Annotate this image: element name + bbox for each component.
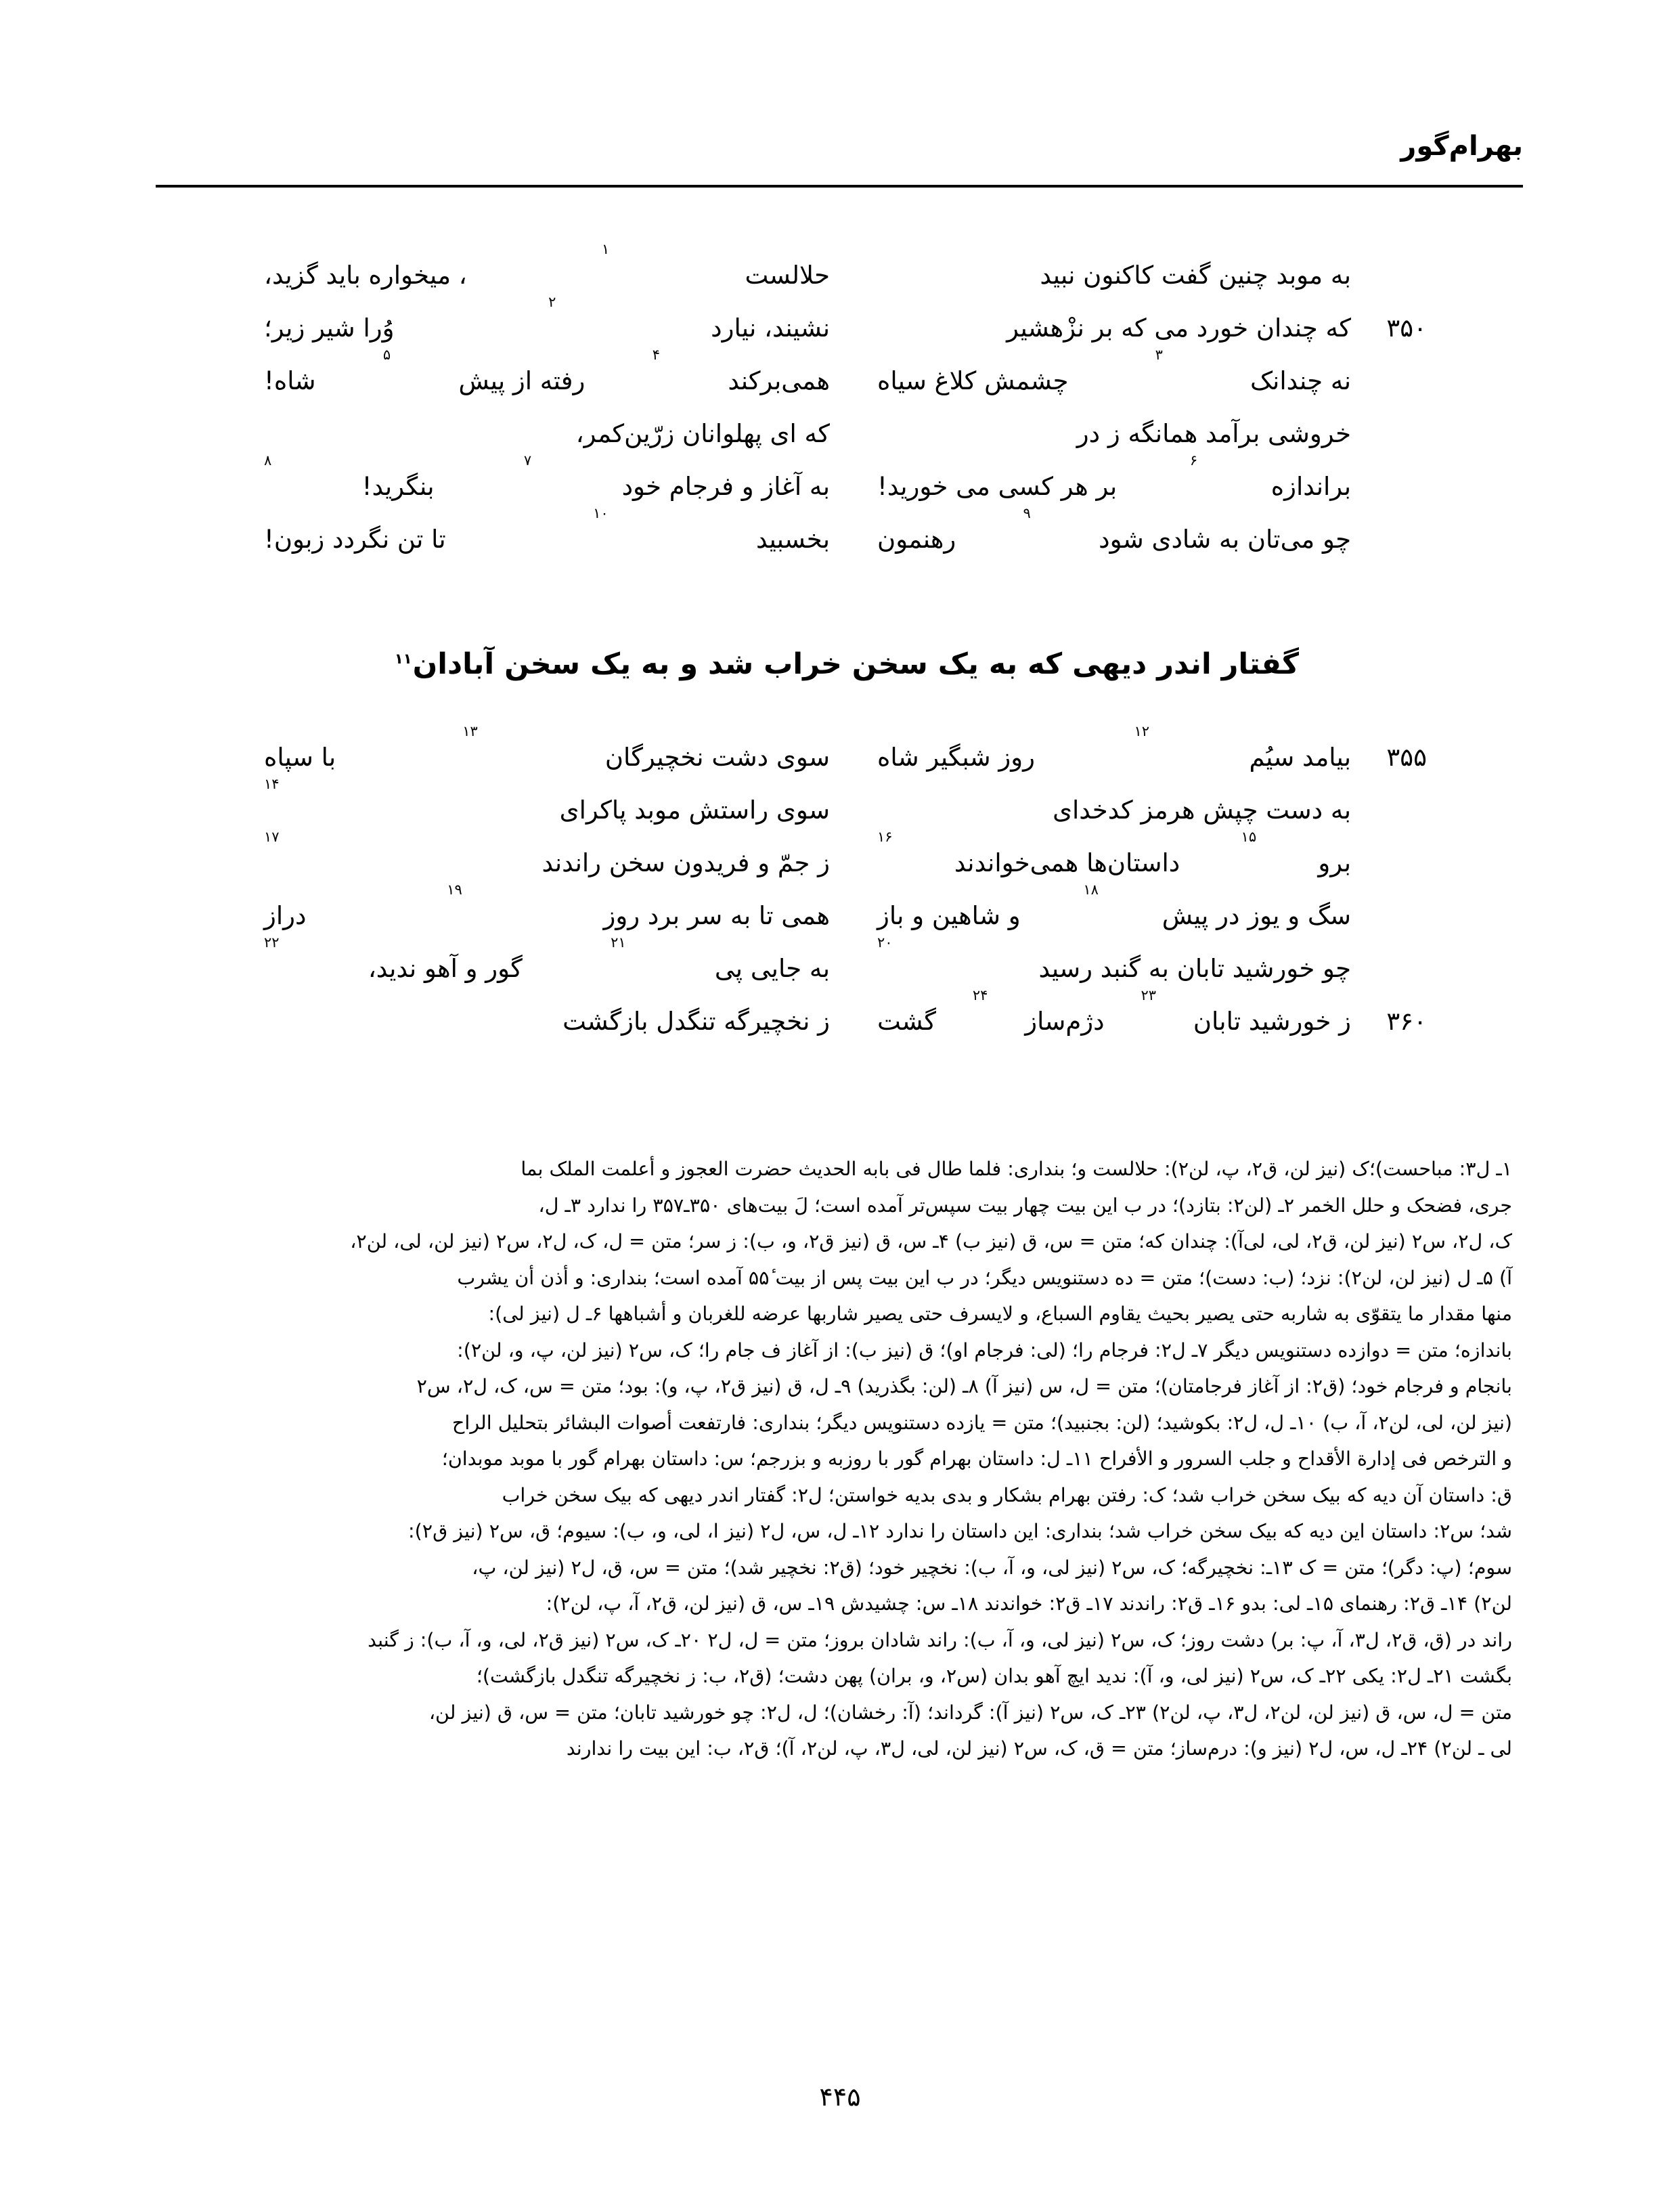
hemistich-left (264, 408, 850, 460)
hemistich-text: برو (1318, 848, 1351, 877)
apparatus-line: ۱ـ ل‏۳: مباحست)؛ک (نیز لن، ق‏۲، پ، لن‏۲): حلالست و؛ بنداری: فلما طال فی بابه الحدیث حضرت العجوز و أعلمت الملک بما (521, 1158, 1512, 1180)
apparatus-line: باندازه؛ متن = دوازده دستنویس دیگر ۷ـ ل‏۲: فرجام را؛ (لی: فرجام او)؛ ق (نیز ب): از آغاز ف جام را؛ ک، س‏۲ (نیز لن، پ، و، لن‏۲): (457, 1338, 1512, 1362)
hemistich-text-tail: روز شبگیر شاه (877, 743, 1035, 772)
verse-row (264, 505, 1430, 566)
verse-row (264, 408, 1430, 460)
hemistich-text: سوی راستش موبد پاکرای (559, 796, 830, 825)
apparatus-line: (نیز لن، لی، لن‏۲، آ، ب) ۱۰ـ ل، ل‏۲: بکوشید؛ (لن: بجنبید)؛ متن = یازده دستنویس دیگر؛ بنداری: فارتفعت أصوات البشائر بتحلیل الراح (452, 1411, 1512, 1434)
hemistich-left (264, 241, 850, 302)
footnote-marker: ۱۸ (1083, 881, 1099, 898)
footnote-marker: ۱۶ (877, 829, 893, 845)
hemistich-text: بخسبید (756, 525, 830, 554)
hemistich-text-tail2: شاه! (264, 366, 316, 395)
footnote-marker: ۲۲ (264, 934, 280, 951)
hemistich-text: سگ و یوز در پیش (1162, 901, 1351, 930)
hemistich-text: نه چندانک (1250, 366, 1351, 395)
hemistich-right (850, 452, 1351, 513)
verse-row (264, 294, 1430, 355)
hemistich-text-tail: بنگرید! (361, 472, 435, 501)
hemistich-text: به آغاز و فرجام خود (621, 472, 830, 501)
footnote-marker: ۱۰ (593, 505, 609, 521)
hemistich-text: براندازه (1270, 472, 1351, 501)
hemistich-text: که چندان خورد می که بر نزْهشیر (1007, 313, 1351, 343)
hemistich-text-tail: دراز (264, 901, 307, 930)
hemistich-right (850, 723, 1351, 784)
hemistich-text: که ای پهلوانان زرّین‌کمر، (575, 419, 830, 448)
hemistich-left (264, 776, 850, 837)
hemistich-right (850, 249, 1351, 302)
footnote-marker: ۱۵ (1241, 829, 1257, 845)
hemistich-left (264, 723, 850, 784)
hemistich-text: ز جمّ و فریدون سخن راندند (541, 848, 830, 877)
verse-row (264, 829, 1430, 890)
verse-row (264, 452, 1430, 513)
footnote-marker: ۸ (264, 452, 272, 469)
apparatus-line: شد؛ س‏۲: داستان این دیه که بیک سخن خراب شد؛ بنداری: این داستان را ندارد ۱۲ـ ل، س، ل‏۲ (نیز ا، لی، و، ب): سیوم؛ ق، س‏۲ (نیز ق‏۲): (408, 1520, 1512, 1542)
footnote-marker: ۷ (523, 452, 532, 469)
footnote-marker: ۱۱ (394, 650, 412, 667)
hemistich-text-tail: تا تن نگردد زبون! (264, 525, 446, 554)
hemistich-left (264, 829, 850, 890)
hemistich-text: به جایی پی (714, 954, 830, 983)
hemistich-left (264, 505, 850, 566)
verse-row (264, 723, 1430, 784)
apparatus-line: لی ـ لن‏۲) ۲۴ـ ل، س، ل‏۲ (نیز و): درم‌ساز؛ متن = ق، ک، س‏۲ (نیز لن، لی، ل‏۳، پ، لن‏۲، آ)؛ ق‏۲، ب: این بیت را ندارند (566, 1737, 1512, 1760)
hemistich-text-tail: رهنمون (877, 525, 956, 554)
section-heading (264, 647, 1430, 683)
apparatus-line: جری، فضحک و حلل الخمر ۲ـ (لن‏۲: بتازد)؛ در ب این بیت چهار بیت سپس‌تر آمده است؛ لَ بیت‌های ۳۵۰ـ۳۵۷ را ندارد ۳ـ ل، (538, 1194, 1512, 1217)
hemistich-right (850, 347, 1351, 408)
hemistich-left (264, 881, 850, 942)
hemistich-right (850, 784, 1351, 837)
hemistich-text: ز نخچیرگه تنگدل بازگشت (562, 1007, 830, 1036)
hemistich-left (264, 995, 850, 1048)
running-header-title: بهرام‌گور (1400, 131, 1523, 162)
footnote-marker: ۱۳ (462, 723, 478, 739)
hemistich-text-tail2: گشت (877, 1007, 936, 1036)
verse-number: ۳۶۰ (1386, 1007, 1427, 1036)
header-divider-rule (156, 185, 1523, 188)
hemistich-right (850, 302, 1351, 355)
hemistich-right (850, 934, 1351, 995)
footnote-marker: ۹ (1023, 505, 1031, 521)
hemistich-text-tail: بر هر کسی می خورید! (877, 472, 1118, 501)
verse-row (264, 881, 1430, 942)
footnote-marker: ۱ (601, 241, 610, 257)
hemistich-text-tail: چشمش کلاغ سیاه (877, 366, 1069, 395)
apparatus-line: راند در (ق، ق‏۲، ل‏۳، آ، پ: بر) دشت روز؛ ک، س‏۲ (نیز لی، و، آ، ب): راند شادان بروز؛ متن = ل، ل‏۲ ۲۰ـ ک، س‏۲ (نیز ق‏۲، لی، و، آ، ب): ز گنبد (368, 1628, 1512, 1651)
hemistich-right (850, 408, 1351, 460)
hemistich-right (850, 987, 1351, 1048)
verse-block-lower (264, 723, 1430, 1048)
hemistich-right (850, 829, 1351, 890)
hemistich-text-tail: وُرا شیر زیر؛ (264, 313, 395, 343)
apparatus-line: متن = ل، س، ق (نیز لن، لن‏۲، ل‏۳، پ، لن‏۲) ۲۳ـ ک، س‏۲ (نیز آ): گرداند؛ (آ: رخشان)؛ ل، ل‏۲: چو خورشید تابان؛ متن = س، ق (نیز لن، (428, 1701, 1512, 1724)
verse-row (264, 347, 1430, 408)
hemistich-text: سوی دشت نخچیرگان (604, 743, 830, 772)
apparatus-line: و الترخص فی إدارة الأقداح و جلب السرور و الأفراح ۱۱ـ ل: داستان بهرام گور با روزبه و بزرجم؛ س: داستان بهرام گور با موبد موبدان؛ (441, 1447, 1512, 1470)
hemistich-text-tail: گور و آهو ندید، (368, 954, 523, 983)
hemistich-text-tail: با سپاه (264, 743, 336, 772)
apparatus-line: بانجام و فرجام خود؛ (ق‏۲: از آغاز فرجامتان)؛ متن = ل، س (نیز آ) ۸ـ (لن: بگذرید) ۹ـ ل، ق (نیز ق‏۲، پ، و): بود؛ متن = س، ک، ل‏۲، س‏۲ (416, 1375, 1512, 1397)
hemistich-text: به موبد چنین گفت کاکنون نبید (1040, 261, 1351, 290)
hemistich-text-tail: ، میخواره باید گزید، (264, 261, 467, 290)
hemistich-text: همی تا به سر برد روز (603, 901, 830, 930)
hemistich-left (264, 294, 850, 355)
footnote-marker: ۶ (1189, 452, 1198, 469)
critical-apparatus (169, 1151, 1512, 1767)
hemistich-text: بیامد سیُم (1249, 743, 1351, 772)
verse-number: ۳۵۰ (1386, 313, 1427, 343)
footnote-marker: ۲۴ (972, 987, 988, 1003)
hemistich-left (264, 347, 850, 408)
hemistich-text: به دست چپش هرمز کدخدای (1053, 796, 1351, 825)
verse-row (264, 987, 1430, 1048)
hemistich-text: خروشی برآمد همانگه ز در (1076, 419, 1351, 448)
hemistich-text-tail: دژم‌ساز (1025, 1007, 1105, 1036)
footnote-marker: ۱۴ (264, 776, 280, 792)
hemistich-text: نشیند، نیارد (711, 313, 830, 343)
footnote-marker: ۱۲ (1134, 723, 1149, 739)
running-header (156, 133, 1523, 207)
page-number: ۴۴۵ (819, 2082, 861, 2112)
hemistich-text: همی‌برکند (728, 366, 830, 395)
verse-number: ۳۵۵ (1386, 743, 1427, 772)
hemistich-left (264, 934, 850, 995)
apparatus-line: منها مقدار ما یتقوّی به شاربه حتی یصیر بحیث یقاوم السباع، و لایسرف حتی یصیر شاربها عرضه للغربان و أشباهها ۶ـ ل (نیز لی): (488, 1303, 1512, 1325)
hemistich-right (850, 881, 1351, 942)
hemistich-text: حلالست (745, 261, 830, 290)
footnote-marker: ۳ (1155, 347, 1163, 363)
footnote-marker: ۲۳ (1141, 987, 1157, 1003)
section-heading-text: گفتار اندر دیهی که به یک سخن خراب شد و به یک سخن آبادان (412, 647, 1300, 681)
hemistich-text: چو می‌تان به شادی شود (1099, 525, 1351, 554)
apparatus-line: لن‏۲) ۱۴ـ ق‏۲: رهنمای ۱۵ـ لی: بدو ۱۶ـ ق‏۲: راندند ۱۷ـ ق‏۲: خواندند ۱۸ـ س: چشیدش ۱۹ـ س، ق (نیز لن، ق‏۲، آ، پ، لن‏۲): (546, 1592, 1512, 1615)
footnote-marker: ۱۹ (447, 881, 462, 898)
apparatus-line: سوم؛ (پ: دگر)؛ متن = ک ۱۳ـ: نخچیرگه؛ ک، س‏۲ (نیز لی، و، آ، ب): نخچیر خود؛ (ق‏۲: نخچیر شد)؛ متن = س، ق، ل‏۲ (نیز لن، پ، (472, 1556, 1512, 1579)
footnote-marker: ۱۷ (264, 829, 280, 845)
footnote-marker: ۵ (382, 347, 391, 363)
footnote-marker: ۲۰ (877, 934, 893, 951)
hemistich-left (264, 452, 850, 513)
footnote-marker: ۲ (548, 294, 556, 310)
hemistich-text-tail: رفته از پیش (458, 366, 585, 395)
footnote-marker: ۴ (652, 347, 660, 363)
hemistich-text: ز خورشید تابان (1193, 1007, 1351, 1036)
apparatus-line: آ) ۵ـ ل (نیز لن، لن‏۲): نزد؛ (ب: دست)؛ متن = ده دستنویس دیگر؛ در ب این بیت پس از بیت ۵۵ٔ آمده است؛ بنداری: و أذن أن یشرب (457, 1266, 1512, 1289)
footnote-marker: ۲۱ (611, 934, 626, 951)
verse-row (264, 934, 1430, 995)
hemistich-right (850, 505, 1351, 566)
verse-block-upper (264, 241, 1430, 566)
apparatus-line: بگشت ۲۱ـ ل‏۲: یکی ۲۲ـ ک، س‏۲ (نیز لی، و، آ): ندید ایچ آهو بدان (س‏۲، و، بران) پهن دشت؛ (ق‏۲، ب: ز نخچیرگه تنگدل بازگشت)؛ (476, 1665, 1512, 1687)
verse-row (264, 241, 1430, 302)
hemistich-text: چو خورشید تابان به گنبد رسید (1038, 954, 1351, 983)
apparatus-line: ق: داستان آن دیه که بیک سخن خراب شد؛ ک: رفتن بهرام بشکار و بدی بدیه خواستن؛ ل‏۲: گفتار اندر دیهی که بیک سخن خراب (502, 1483, 1512, 1506)
hemistich-text-tail: و شاهین و باز (877, 901, 1021, 930)
hemistich-text-tail: داستان‌ها همی‌خواندند (954, 848, 1180, 877)
apparatus-line: ک، ل‏۲، س‏۲ (نیز لن، ق‏۲، لی، لی‌آ): چندان که؛ متن = س، ق (نیز ب) ۴ـ س، ق (نیز ق‏۲، و، ب): ز سر؛ متن = ل، ک، ل‏۲، س‏۲ (نیز لن، لی، لن‏۲، (350, 1230, 1512, 1253)
